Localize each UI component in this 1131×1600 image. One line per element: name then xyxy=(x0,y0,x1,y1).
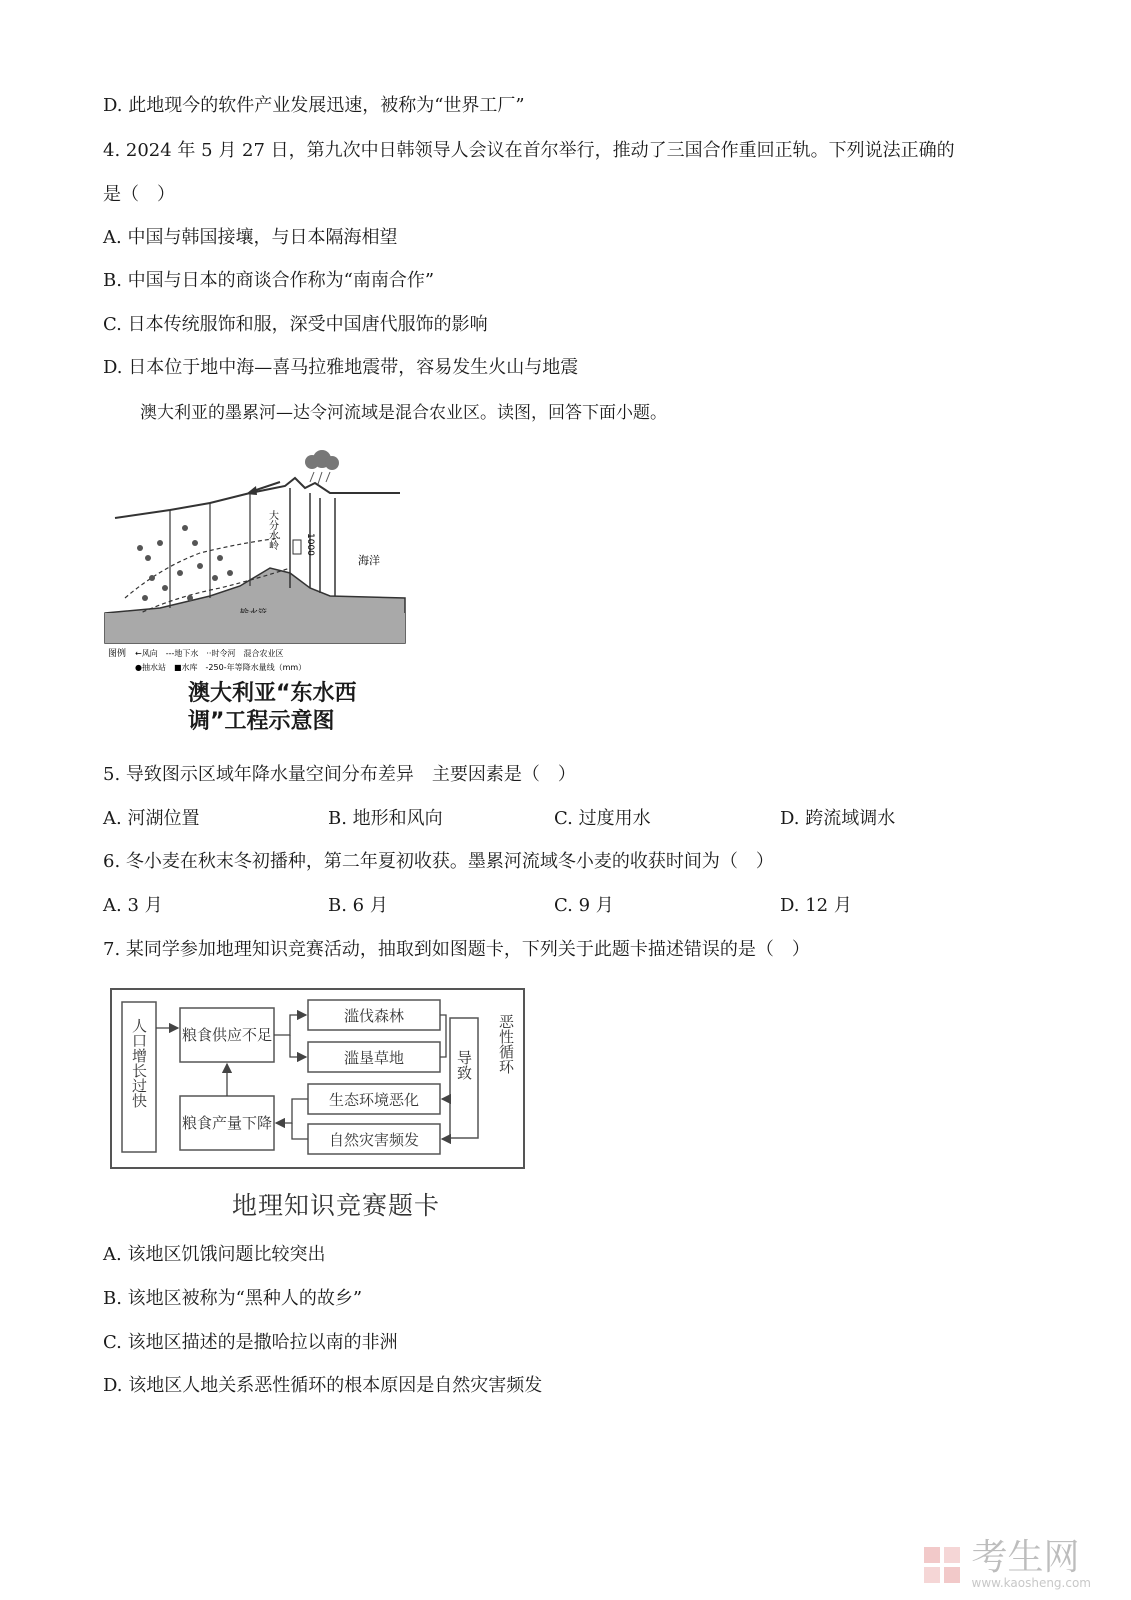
upper-boundary-line xyxy=(115,478,400,518)
reservoir-icon xyxy=(293,540,301,554)
legend-row1: ←风向 ---地下水 ··时令河 混合农业区 xyxy=(135,649,284,658)
q5-option-c: C. 过度用水 xyxy=(554,808,651,829)
q6-stem: 6. 冬小麦在秋末冬初播种，第二年夏初收获。墨累河流域冬小麦的收获时间为（ ） xyxy=(103,851,774,872)
watermark-logo-icon xyxy=(922,1545,962,1585)
box-eco-label: 生态环境恶化 xyxy=(328,1091,420,1109)
legend-row2: ●抽水站 ■水库 -250-年等降水量线（mm） xyxy=(135,663,307,672)
q7-stem: 7. 某同学参加地理知识竞赛活动，抽取到如图题卡，下列关于此题卡描述错误的是（ ） xyxy=(103,939,810,960)
label-ocean: 海洋 xyxy=(358,554,380,567)
map-caption-line2: 调”工程示意图 xyxy=(188,709,335,734)
q7-option-c: C. 该地区描述的是撒哈拉以南的非洲 xyxy=(103,1332,398,1353)
mixed-farm-symbols xyxy=(137,525,233,601)
q6-option-b: B. 6 月 xyxy=(328,895,388,916)
q4-stem-line2: 是（ ） xyxy=(103,184,175,205)
legend-title: 图例 xyxy=(108,649,127,659)
q4-option-b: B. 中国与日本的商谈合作称为“南南合作” xyxy=(103,270,435,291)
label-contour: 1000 xyxy=(305,533,315,556)
q7-option-a: A. 该地区饥饿问题比较突出 xyxy=(103,1244,326,1265)
box-food-short-label: 粮食供应不足 xyxy=(181,1026,273,1044)
q4-stem-line1: 4. 2024 年 5 月 27 日，第九次中日韩领导人会议在首尔举行，推动了三国合作重回正轨。下列说法正确的 xyxy=(103,140,955,161)
material-intro: 澳大利亚的墨累河—达令河流域是混合农业区。读图，回答下面小题。 xyxy=(140,403,667,423)
australia-water-diversion-map xyxy=(100,448,410,683)
q4-option-d: D. 日本位于地中海—喜马拉雅地震带，容易发生火山与地震 xyxy=(103,357,579,378)
q5-option-b: B. 地形和风向 xyxy=(328,808,443,829)
label-divide: 大分水岭 xyxy=(266,510,278,550)
box-disaster-label: 自然灾害频发 xyxy=(328,1131,420,1149)
cloud-icon xyxy=(325,456,339,470)
geography-quiz-card-diagram xyxy=(110,988,526,1170)
box-lead-label: 导致 xyxy=(455,1050,473,1080)
q3-option-d: D. 此地现今的软件产业发展迅速，被称为“世界工厂” xyxy=(103,95,525,116)
q7-option-d: D. 该地区人地关系恶性循环的根本原因是自然灾害频发 xyxy=(103,1375,543,1396)
q7-option-b: B. 该地区被称为“黑种人的故乡” xyxy=(103,1288,363,1309)
box-deforest-label: 滥伐森林 xyxy=(343,1007,405,1025)
q4-option-c: C. 日本传统服饰和服，深受中国唐代服饰的影响 xyxy=(103,314,488,335)
box-vicious-label: 恶性循环 xyxy=(497,1014,515,1074)
watermark-text: 考生网 xyxy=(971,1537,1080,1578)
q5-option-a: A. 河湖位置 xyxy=(103,808,200,829)
box-yield-label: 粮食产量下降 xyxy=(181,1114,273,1132)
q6-option-a: A. 3 月 xyxy=(103,895,163,916)
q5-stem: 5. 导致图示区域年降水量空间分布差异 主要因素是（ ） xyxy=(103,764,576,785)
card-title: 地理知识竞赛题卡 xyxy=(232,1191,441,1220)
map-caption-line1: 澳大利亚“东水西 xyxy=(188,681,357,706)
q5-option-d: D. 跨流域调水 xyxy=(780,808,896,829)
box-overgraze-label: 滥垦草地 xyxy=(343,1049,405,1067)
watermark xyxy=(922,1537,1092,1590)
watermark-url: www.kaosheng.com xyxy=(971,1576,1091,1590)
q4-option-a: A. 中国与韩国接壤，与日本隔海相望 xyxy=(103,227,398,248)
box-population-label: 人口增长过快 xyxy=(130,1018,148,1108)
wind-arrow-icon xyxy=(246,486,257,495)
q6-option-d: D. 12 月 xyxy=(780,895,852,916)
q6-option-c: C. 9 月 xyxy=(554,895,614,916)
